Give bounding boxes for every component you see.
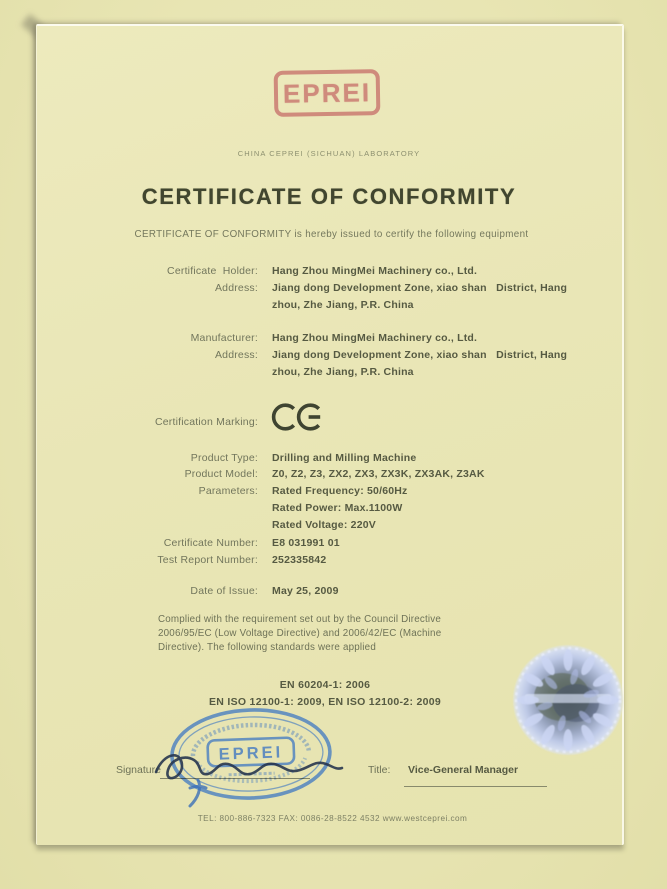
manufacturer-address-line1: Jiang dong Development Zone, xiao shan District, Hang bbox=[272, 349, 568, 361]
lab-name: CHINA CEPREI (SICHUAN) LABORATORY bbox=[237, 149, 421, 158]
title-underline bbox=[404, 786, 547, 787]
title-value: Vice-General Manager bbox=[408, 764, 519, 776]
hologram-seal bbox=[510, 642, 626, 758]
title-label: Title: bbox=[368, 764, 391, 776]
oval-stamp-text: EPREI bbox=[218, 743, 284, 764]
certificate-subtitle: CERTIFICATE OF CONFORMITY is hereby issued to certify the following equipment bbox=[134, 229, 529, 240]
certificate-title: CERTIFICATE OF CONFORMITY bbox=[141, 184, 517, 209]
compliance-line1: Complied with the requirement set out by the Council Directive bbox=[158, 614, 442, 625]
signature-scribble bbox=[140, 726, 350, 812]
compliance-line3: Directive). The following standards were applied bbox=[158, 642, 376, 654]
manufacturer-row bbox=[58, 330, 477, 347]
manufacturer-address-row bbox=[58, 347, 567, 364]
compliance-line2: 2006/95/EC (Low Voltage Directive) and 2006/42/EC (Machine bbox=[158, 628, 442, 640]
marking-row bbox=[58, 414, 258, 431]
parameter-voltage: Rated Voltage: 220V bbox=[272, 519, 376, 531]
manufacturer-address-row2 bbox=[58, 364, 414, 381]
eprei-logo-stamp bbox=[274, 69, 381, 117]
parameters-row2 bbox=[58, 500, 402, 517]
parameter-power: Rated Power: Max.1100W bbox=[272, 502, 403, 514]
product-model-row bbox=[58, 466, 485, 483]
holder-address-line2: zhou, Zhe Jiang, P.R. China bbox=[272, 299, 414, 311]
date-of-issue-row bbox=[58, 583, 339, 600]
standard-line1: EN 60204-1: 2006 bbox=[279, 679, 371, 691]
test-report-label: Test Report Number: bbox=[157, 554, 258, 566]
eprei-logo-text: EPREI bbox=[282, 76, 372, 109]
certificate-number-value: E8 031991 01 bbox=[272, 537, 340, 549]
product-model-label: Product Model: bbox=[184, 468, 258, 480]
ce-mark-icon bbox=[270, 400, 326, 436]
date-of-issue-label: Date of Issue: bbox=[190, 585, 258, 597]
parameters-label: Parameters: bbox=[198, 485, 258, 497]
test-report-value: 252335842 bbox=[272, 554, 327, 566]
date-of-issue-value: May 25, 2009 bbox=[272, 585, 339, 597]
test-report-row bbox=[58, 552, 326, 569]
holder-row bbox=[58, 263, 477, 280]
certificate-number-row bbox=[58, 535, 340, 552]
manufacturer-address-label: Address: bbox=[214, 349, 258, 361]
holder-address-row bbox=[58, 280, 567, 297]
holder-address-row2 bbox=[58, 297, 414, 314]
product-type-row bbox=[58, 450, 416, 467]
holder-address-label: Address: bbox=[214, 282, 258, 294]
manufacturer-address-line2: zhou, Zhe Jiang, P.R. China bbox=[272, 366, 414, 378]
manufacturer-name: Hang Zhou MingMei Machinery co., Ltd. bbox=[272, 332, 478, 344]
parameters-row3 bbox=[58, 517, 376, 534]
standard-line2: EN ISO 12100-1: 2009, EN ISO 12100-2: 2009 bbox=[208, 696, 442, 708]
holder-name: Hang Zhou MingMei Machinery co., Ltd. bbox=[272, 265, 478, 277]
parameter-frequency: Rated Frequency: 50/60Hz bbox=[272, 485, 408, 497]
product-model-value: Z0, Z2, Z3, ZX2, ZX3, ZX3K, ZX3AK, Z3AK bbox=[272, 468, 485, 480]
certificate-number-label: Certificate Number: bbox=[163, 537, 258, 549]
compliance-paragraph bbox=[158, 613, 458, 656]
product-type-value: Drilling and Milling Machine bbox=[272, 452, 417, 464]
footer-contact: TEL: 800-886-7323 FAX: 0086-28-8522 4532 www.westceprei.com bbox=[197, 814, 468, 823]
product-type-label: Product Type: bbox=[190, 452, 258, 464]
parameters-row bbox=[58, 483, 408, 500]
holder-label: Certificate Holder: bbox=[167, 265, 258, 277]
signature-label: Signature bbox=[116, 764, 161, 776]
holder-address-line1: Jiang dong Development Zone, xiao shan District, Hang bbox=[272, 282, 568, 294]
marking-label: Certification Marking: bbox=[154, 416, 258, 428]
manufacturer-label: Manufacturer: bbox=[190, 332, 258, 344]
